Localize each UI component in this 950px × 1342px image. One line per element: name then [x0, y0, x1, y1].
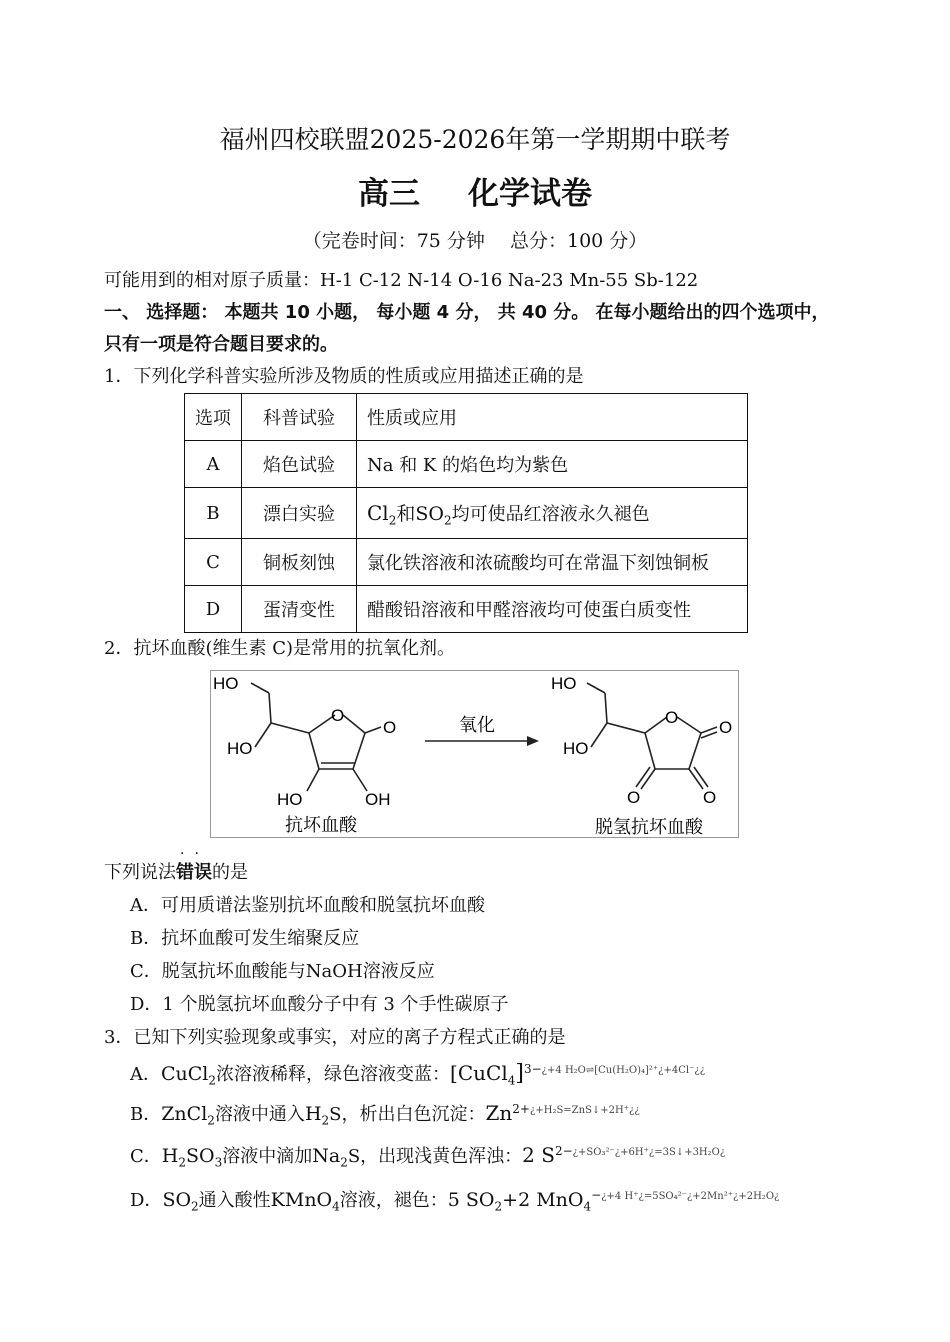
table-cell: 焰色试验	[242, 441, 357, 488]
emphasis-word: 错误	[176, 862, 212, 883]
table-cell: B	[185, 488, 242, 539]
table-row	[185, 539, 748, 586]
q3-option-d: D．$SO_2$通入酸性KMnO$_4$溶液，褪色：5 $SO_2+2$ MnO$_4^{-¿+4 H^+¿=5SO_4^{2-}¿+2Mn^{2+}¿+2H_2O¿}$	[130, 1188, 780, 1214]
o-label: O	[383, 718, 397, 737]
ho-label: HO	[213, 674, 239, 693]
q2-option-d: D．1 个脱氢抗坏血酸分子中有 3 个手性碳原子	[130, 994, 509, 1015]
reaction-figure	[210, 670, 739, 838]
q1-table	[184, 393, 748, 633]
q3-option-b: B．ZnCl$_2$溶液中通入$H_2S$，析出白色沉淀：$Zn^{2+¿+H_2S=ZnS↓+2H^+¿¿}$	[130, 1101, 640, 1128]
q2-question: 下列说法错误的是	[104, 862, 248, 883]
table-cell: 铜板刻蚀	[242, 539, 357, 586]
ho-label: HO	[277, 790, 303, 809]
q2-option-a: A．可用质谱法鉴别抗坏血酸和脱氢抗坏血酸	[130, 895, 485, 916]
q2-stem: 2．抗坏血酸(维生素 C)是常用的抗氧化剂。	[104, 638, 455, 659]
oh-label: OH	[365, 790, 391, 809]
emphasis-dots: ··	[180, 846, 209, 862]
table-cell: D	[185, 586, 242, 633]
arrow-label: 氧化	[459, 715, 495, 735]
table-cell: C	[185, 539, 242, 586]
table-row	[185, 488, 748, 539]
o-label: O	[331, 706, 345, 725]
table-row	[185, 586, 748, 633]
grade-label: 高三	[358, 176, 420, 212]
reaction-diagram	[211, 671, 738, 837]
q3-option-c: C．$H_2SO_3$溶液中滴加$Na_2S$，出现浅黄色浑浊：2 $S^{2-¿+SO_3^{2-}¿+6H^+¿=3S↓+3H_2O¿}$	[130, 1143, 726, 1170]
table-header: 选项	[185, 394, 242, 441]
time-info: （完卷时间：75 分钟 总分：100 分）	[302, 230, 648, 252]
q1-stem: 1．下列化学科普实验所涉及物质的性质或应用描述正确的是	[104, 366, 584, 387]
ho-label: HO	[563, 739, 589, 758]
table-row	[185, 441, 748, 488]
ho-label: HO	[551, 674, 577, 693]
subject-label: 化学试卷	[468, 176, 592, 212]
q3-option-a: A．CuCl$_2$浓溶液稀释，绿色溶液变蓝：[CuCl$_4$]$^{3-¿+4 H_2O\rightleftharpoons[Cu(H_2O)_4]^{2+}¿+4Cl^-¿¿}$	[130, 1061, 706, 1088]
table-cell: 氯化铁溶液和浓硫酸均可在常温下刻蚀铜板	[357, 539, 748, 586]
q3-stem: 3．已知下列实验现象或事实，对应的离子方程式正确的是	[104, 1027, 566, 1048]
section1-instructions-line1: 一、 选择题： 本题共 10 小题， 每小题 4 分， 共 40 分。 在每小题给出的四个选项中，	[104, 302, 830, 323]
right-compound-name: 脱氢抗坏血酸	[595, 817, 703, 837]
atomic-masses: 可能用到的相对原子质量：H-1 C-12 N-14 O-16 Na-23 Mn-55 Sb-122	[104, 270, 699, 291]
exam-subtitle	[0, 168, 950, 213]
table-row	[185, 394, 748, 441]
table-cell: 漂白实验	[242, 488, 357, 539]
ho-label: HO	[227, 739, 253, 758]
q2-option-b: B．抗坏血酸可发生缩聚反应	[130, 928, 360, 949]
exam-title: 福州四校联盟2025-2026年第一学期期中联考	[219, 125, 731, 154]
table-cell: 醋酸铅溶液和甲醛溶液均可使蛋白质变性	[357, 586, 748, 633]
o-label: O	[665, 708, 679, 727]
o-label: O	[703, 788, 717, 807]
table-header: 科普试验	[242, 394, 357, 441]
table-cell: 蛋清变性	[242, 586, 357, 633]
section1-instructions-line2: 只有一项是符合题目要求的。	[104, 334, 338, 355]
table-cell: $Cl_2$和$SO_2$均可使品红溶液永久褪色	[357, 488, 748, 539]
o-label: O	[627, 788, 641, 807]
table-header: 性质或应用	[357, 394, 748, 441]
table-cell: A	[185, 441, 242, 488]
left-compound-name: 抗坏血酸	[285, 815, 357, 835]
q2-option-c: C．脱氢抗坏血酸能与NaOH溶液反应	[130, 961, 435, 982]
table-cell: Na 和 K 的焰色均为紫色	[357, 441, 748, 488]
o-label: O	[719, 718, 733, 737]
